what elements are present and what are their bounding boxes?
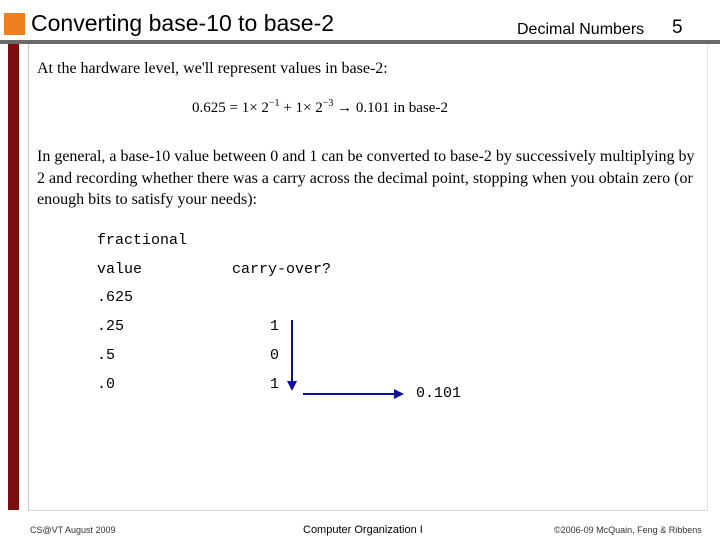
- footer-left: CS@VT August 2009: [30, 525, 116, 535]
- equation-lhs: 0.625 = 1× 2: [192, 100, 269, 116]
- equation-exponent-2: −3: [322, 98, 334, 109]
- table-row-value: .5: [97, 347, 116, 364]
- table-row-carry: 0: [270, 347, 280, 364]
- table-row-value: .25: [97, 318, 125, 335]
- intro-text: At the hardware level, we'll represent values in base-2:: [37, 60, 388, 77]
- table-row-carry: 1: [270, 376, 280, 393]
- table-row-value: .0: [97, 376, 116, 393]
- footer-center: Computer Organization I: [303, 524, 423, 536]
- page-number: 5: [672, 17, 683, 38]
- column-header-value: value: [97, 261, 143, 278]
- equation-rhs: → 0.101 in base-2: [333, 100, 448, 116]
- footer-right: ©2006-09 McQuain, Feng & Ribbens: [554, 525, 702, 535]
- table-row-value: .625: [97, 289, 134, 306]
- table-row-carry: 1: [270, 318, 280, 335]
- column-header-carry: carry-over?: [232, 261, 332, 278]
- equation-mid: + 1× 2: [279, 100, 323, 116]
- result-binary: 0.101: [416, 385, 462, 402]
- column-header-fractional: fractional: [97, 232, 188, 249]
- equation-exponent-1: −1: [268, 98, 280, 109]
- explanation-paragraph: In general, a base-10 value between 0 and 1 can be converted to base-2 by successively multiplying by 2 and recording whether there was a carry across the decimal point, stopping when you obtain zero (or enough bits to satisfy your needs):: [37, 148, 695, 208]
- section-label: Decimal Numbers: [517, 21, 645, 38]
- slide-title: Converting base-10 to base-2: [31, 10, 335, 36]
